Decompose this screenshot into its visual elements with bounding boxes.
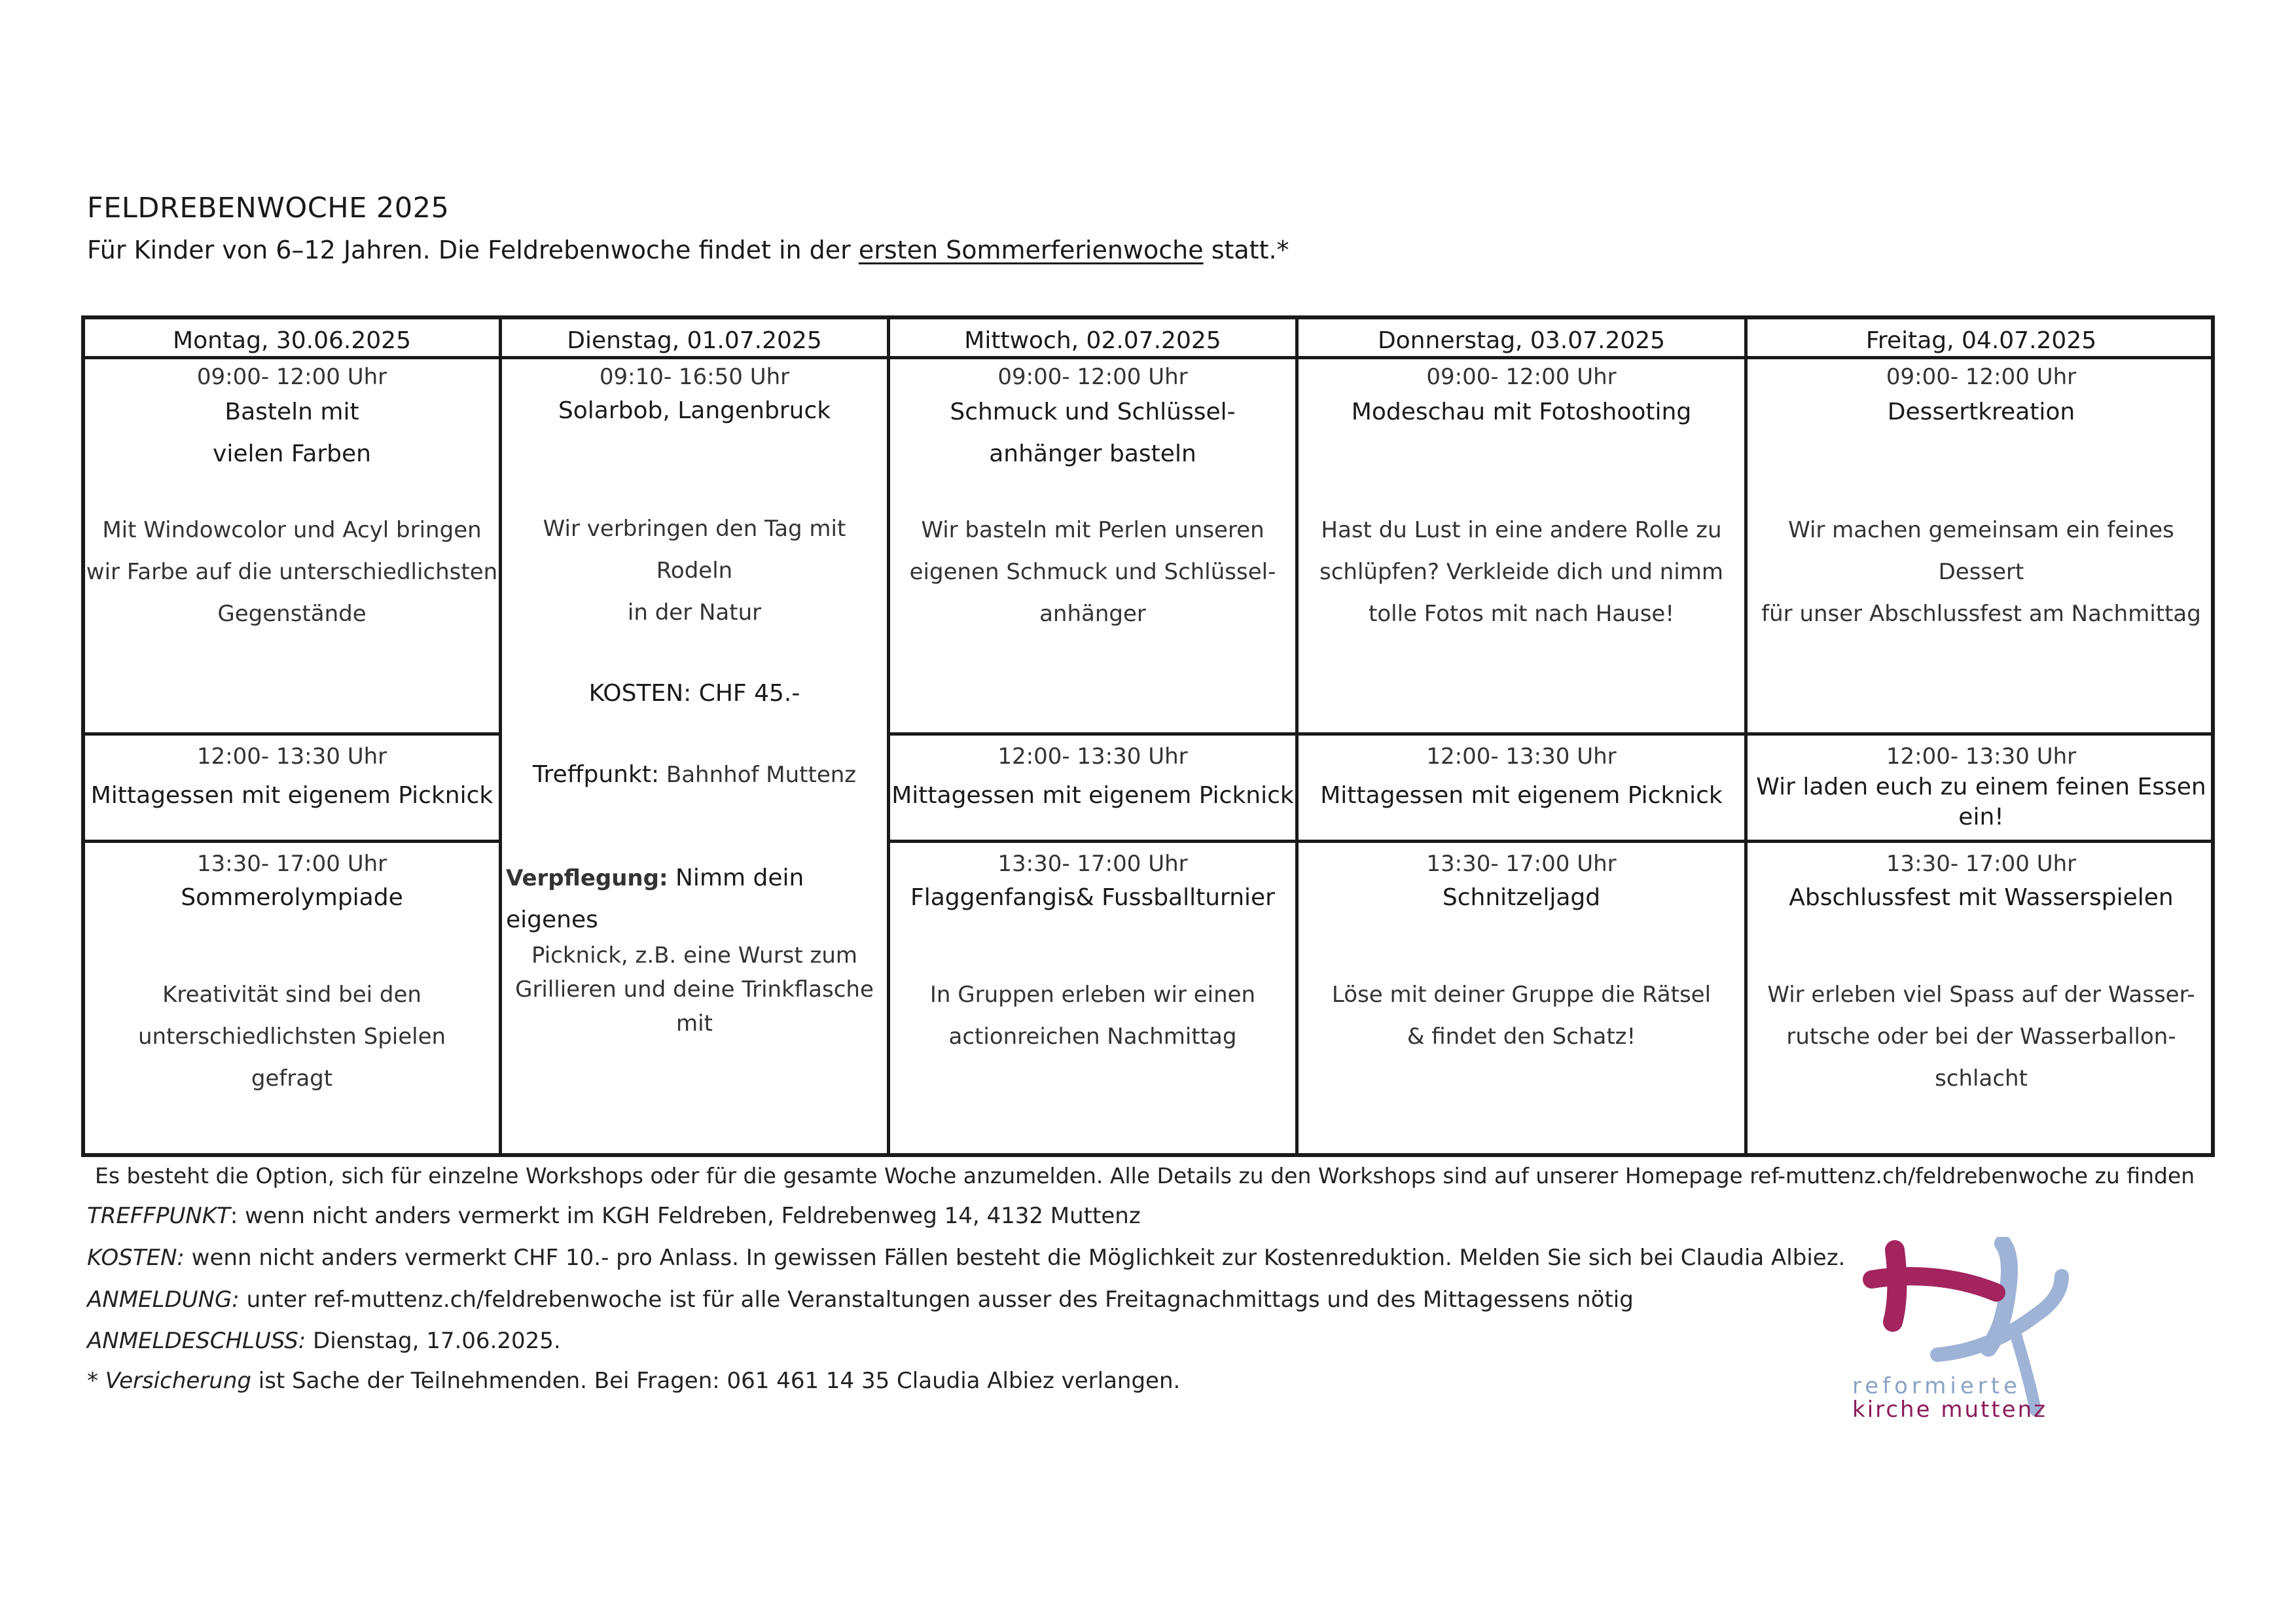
activity-title: Mittagessen mit eigenem Picknick [90,782,493,809]
footer-meeting-text: : wenn nicht anders vermerkt im KGH Feldreben, Feldrebenweg 14, 4132 Muttenz [230,1203,1141,1229]
time-slot: 13:30- 17:00 Uhr [196,851,387,877]
desc-line: Wir basteln mit Perlen unseren [921,517,1265,543]
schedule-table [81,315,2215,1157]
subtitle-pre: Für Kinder von 6–12 Jahren. Die Feldrebenwoche findet in der [87,236,859,264]
logo-text-bottom: kirche muttenz [1852,1397,2047,1423]
activity-desc [1299,509,1744,635]
time-slot: 09:00- 12:00 Uhr [196,364,387,390]
footer-costs [87,1245,1845,1271]
monday-morning [85,364,499,635]
desc-line: Wir erleben viel Spass auf der Wasser- [1767,982,2195,1008]
desc-line: tolle Fotos mit nach Hause! [1369,601,1674,627]
footer-registration-text: unter ref-muttenz.ch/feldrebenwoche ist für alle Veranstaltungen ausser des Freitagnachmittags und des Mittagessens nötig [239,1287,1634,1313]
desc-line: für unser Abschlussfest am Nachmittag [1761,601,2201,627]
footer-insurance [87,1368,1180,1394]
thursday-afternoon [1299,851,1744,1058]
desc-line: Hast du Lust in eine andere Rolle zu [1321,517,1722,543]
activity-title-line: Modeschau mit Fotoshooting [1351,399,1692,425]
footer-deadline [87,1328,561,1354]
time-slot: 09:00- 12:00 Uhr [1886,364,2077,390]
row-divider [887,732,2211,736]
friday-afternoon [1748,851,2215,1099]
desc-line: schlacht [1935,1065,2028,1092]
desc-line: in der Natur [627,599,762,626]
activity-title: Solarbob, Langenbruck [558,397,831,424]
logo-text-top: reformierte [1852,1373,2022,1399]
activity-title-line: Wir laden euch zu einem feinen Essen [1756,774,2206,800]
activity-title [1299,391,1744,433]
activity-title: Flaggenfangis& Fussballturnier [910,884,1275,911]
time-slot: 13:30- 17:00 Uhr [997,851,1188,877]
activity-title-line: ein! [1958,804,2004,830]
activity-title-line: Schmuck und Schlüssel- [950,399,1236,425]
desc-line: gefragt [251,1065,333,1092]
footer-deadline-text: Dienstag, 17.06.2025. [306,1328,561,1354]
food-value: Nimm dein eigenes [506,865,804,933]
subtitle-post: statt.* [1203,236,1289,264]
footer-registration [87,1287,1634,1313]
meeting-point [502,754,887,796]
food-label: Verpflegung: [506,865,668,891]
desc-line: unterschiedlichsten Spielen [137,1024,446,1050]
footer-cost-text: wenn nicht anders vermerkt CHF 10.- pro Anlass. In gewissen Fällen besteht die Möglichkeit zur Kostenreduktion. Melden Sie sich bei Claudia Albiez. [184,1245,1846,1271]
activity-desc [890,974,1295,1058]
time-slot: 12:00- 13:30 Uhr [1886,743,2077,770]
activity-title-line: Dessertkreation [1887,399,2075,425]
time-slot: 12:00- 13:30 Uhr [997,743,1188,770]
activity-title: Mittagessen mit eigenem Picknick [891,782,1294,809]
footer-registration-label: ANMELDUNG: [87,1287,240,1313]
desc-line: Gegenstände [217,601,367,627]
time-slot: 09:00- 12:00 Uhr [1426,364,1617,390]
page-subtitle [87,236,1289,264]
activity-title [85,391,499,475]
footer-deadline-label: ANMELDESCHLUSS: [87,1328,306,1354]
activity-desc [85,509,499,635]
footer-meeting-point [87,1203,1141,1229]
desc-line: Mit Windowcolor und Acyl bringen [102,517,482,543]
desc-line: Grillieren und deine Trinkflasche [515,976,874,1003]
activity-desc [1748,509,2215,635]
desc-line: wir Farbe auf die unterschiedlichsten [86,559,498,585]
footer-intro: Es besteht die Option, sich für einzelne Workshops oder für die gesamte Woche anzumelden. Alle Details zu den Workshops sind auf unserer Homepage ref-muttenz.ch/feldrebenwoche zu finden [95,1163,2195,1188]
monday-afternoon [85,851,499,1099]
time-slot: 09:10- 16:50 Uhr [599,364,790,390]
page-title: FELDREBENWOCHE 2025 [87,192,450,224]
friday-morning [1748,364,2215,635]
desc-line: In Gruppen erleben wir einen [929,982,1256,1008]
footer-meeting-label: TREFFPUNKT [87,1203,230,1229]
desc-line: eigenen Schmuck und Schlüssel- [909,559,1276,585]
thursday-lunch [1299,743,1744,817]
meeting-value: Bahnhof Muttenz [659,762,857,788]
desc-line: schlüpfen? Verkleide dich und nimm [1319,559,1723,585]
activity-desc [890,509,1295,635]
time-slot: 12:00- 13:30 Uhr [1426,743,1617,770]
desc-line: Wir verbringen den Tag mit Rodeln [543,516,846,584]
row-divider [85,840,499,843]
desc-line: rutsche oder bei der Wasserballon- [1786,1024,2176,1050]
desc-line: Löse mit deiner Gruppe die Rätsel [1331,982,1712,1008]
activity-desc [502,508,887,633]
day-heading-monday: Montag, 30.06.2025 [173,327,411,354]
header-divider [85,356,2211,359]
tuesday-day [502,364,887,1041]
desc-line: Wir machen gemeinsam ein feines Dessert [1788,517,2174,585]
day-heading-wednesday: Mittwoch, 02.07.2025 [964,327,1221,354]
food-info [502,857,887,941]
day-heading-tuesday: Dienstag, 01.07.2025 [567,327,822,354]
row-divider [85,732,499,736]
activity-title: Sommerolympiade [181,884,403,911]
desc-line: & findet den Schatz! [1407,1024,1636,1050]
footer-insurance-text: ist Sache der Teilnehmenden. Bei Fragen: 061 461 14 35 Claudia Albiez verlangen. [251,1368,1181,1394]
meeting-label: Treffpunkt: [532,761,660,788]
day-heading-friday: Freitag, 04.07.2025 [1865,327,2097,354]
activity-desc [1748,974,2215,1099]
time-slot: 13:30- 17:00 Uhr [1886,851,2077,877]
thursday-morning [1299,364,1744,635]
desc-line: Picknick, z.B. eine Wurst zum [531,942,858,969]
desc-line: Kreativität sind bei den [162,982,422,1008]
desc-line: actionreichen Nachmittag [948,1024,1237,1050]
activity-title [1748,772,2215,832]
activity-title-line: anhänger basteln [989,440,1196,467]
activity-title: Abschlussfest mit Wasserspielen [1789,884,2174,911]
wednesday-afternoon [890,851,1295,1058]
footer-insurance-label: * Versicherung [87,1368,251,1394]
cost-label: KOSTEN: CHF 45.- [588,680,800,707]
time-slot: 13:30- 17:00 Uhr [1426,851,1617,877]
desc-line: anhänger [1039,601,1146,627]
day-heading-thursday: Donnerstag, 03.07.2025 [1377,327,1666,354]
activity-title: Mittagessen mit eigenem Picknick [1320,782,1723,809]
activity-title [1748,391,2215,433]
activity-desc [1299,974,1744,1058]
footer-cost-label: KOSTEN: [87,1245,185,1271]
activity-title-line: vielen Farben [213,440,371,467]
time-slot: 09:00- 12:00 Uhr [997,364,1188,390]
monday-lunch [85,743,499,817]
food-desc [502,938,887,1041]
desc-line: mit [676,1010,713,1037]
activity-desc [85,974,499,1099]
activity-title-line: Basteln mit [224,399,359,425]
activity-title [890,391,1295,475]
activity-title: Schnitzeljagd [1442,884,1601,911]
subtitle-link: ersten Sommerferienwoche [858,236,1204,264]
wednesday-morning [890,364,1295,635]
wednesday-lunch [890,743,1295,817]
time-slot: 12:00- 13:30 Uhr [196,743,387,770]
row-divider [887,840,2211,843]
friday-lunch [1748,743,2215,832]
